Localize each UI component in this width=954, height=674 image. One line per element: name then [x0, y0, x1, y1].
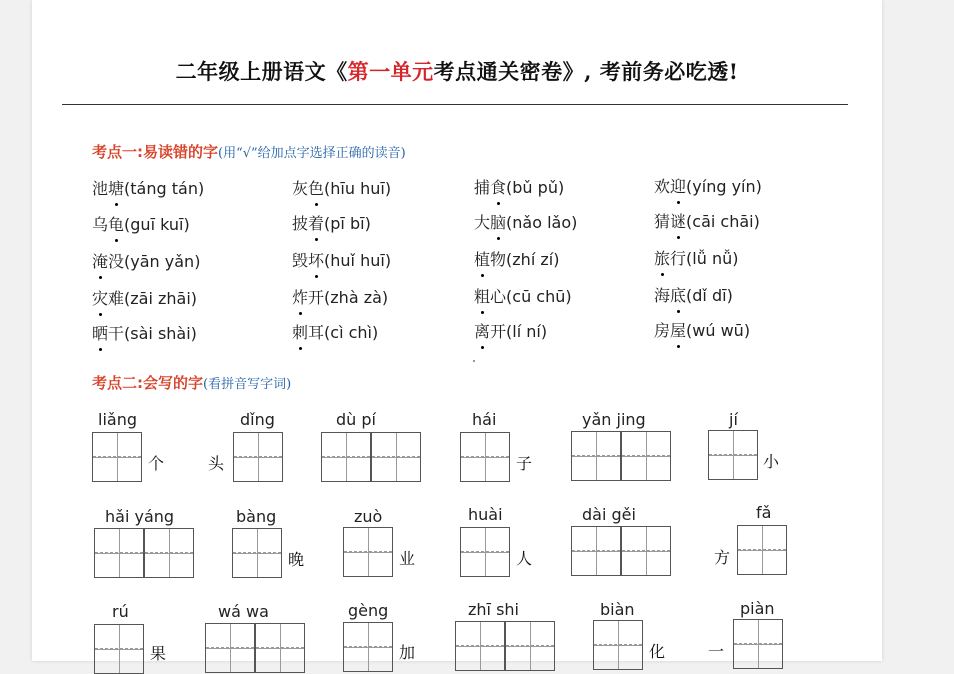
reading-item[interactable]: 房屋 (wú wū): [654, 318, 750, 341]
reading-item[interactable]: 乌龟 (guī kuī): [92, 212, 190, 235]
given-char: 业: [399, 549, 416, 568]
given-char: 化: [649, 642, 666, 661]
section1-hint: (用“√”给加点字选择正确的读音): [218, 146, 406, 161]
reading-item[interactable]: 刺 耳(cì chì): [292, 320, 378, 343]
section2-heading: 考点二:会写的字(看拼音写字词): [92, 374, 292, 392]
given-char: 加: [399, 643, 416, 662]
reading-item[interactable]: 池塘 (táng tán): [92, 176, 204, 199]
reading-item[interactable]: 捕食 (bǔ pǔ): [474, 175, 564, 198]
given-char: 子: [516, 454, 533, 473]
writing-box[interactable]: [593, 620, 643, 670]
pinyin-label: zuò: [354, 507, 383, 526]
writing-box[interactable]: [321, 432, 371, 482]
reading-item[interactable]: 淹 没(yān yǎn): [92, 249, 200, 272]
reading-item[interactable]: 毁坏 (huǐ huī): [292, 248, 391, 271]
section2-hint: (看拼音写字词): [203, 377, 292, 392]
pinyin-label: yǎn jing: [582, 410, 646, 429]
reading-item[interactable]: 欢迎 (yíng yín): [654, 174, 762, 197]
given-char: 方: [714, 548, 731, 567]
pinyin-label: bàng: [236, 507, 277, 526]
pinyin-label: dǐng: [240, 410, 275, 429]
writing-box[interactable]: [343, 527, 393, 577]
pinyin-label: liǎng: [98, 410, 137, 429]
writing-box[interactable]: [708, 430, 758, 480]
reading-item[interactable]: 旅 行(lǚ nǚ): [654, 246, 738, 269]
pinyin-label: hǎi yáng: [105, 507, 175, 526]
writing-box[interactable]: [144, 528, 194, 578]
pinyin-label: dài gěi: [582, 505, 636, 524]
given-char: 一: [708, 642, 725, 661]
pinyin-label: gèng: [348, 601, 389, 620]
section1-heading: 考点一:易读错的字(用“√”给加点字选择正确的读音): [92, 143, 406, 161]
pinyin-label: rú: [112, 602, 129, 621]
pinyin-label: fǎ: [756, 503, 772, 522]
writing-box[interactable]: [92, 432, 142, 482]
title-divider: [62, 104, 848, 105]
writing-box[interactable]: [505, 621, 555, 671]
reading-item[interactable]: 植 物(zhí zí): [474, 247, 559, 270]
writing-box[interactable]: [371, 432, 421, 482]
reading-item[interactable]: 粗 心(cū chū): [474, 284, 572, 307]
pinyin-label: jí: [729, 410, 738, 429]
writing-box[interactable]: [460, 432, 510, 482]
worksheet-page: [32, 0, 882, 661]
reading-item[interactable]: 大脑 (nǎo lǎo): [474, 210, 577, 233]
reading-item[interactable]: 灾 难(zāi zhāi): [92, 286, 197, 309]
writing-box[interactable]: [455, 621, 505, 671]
given-char: 人: [516, 549, 533, 568]
writing-box[interactable]: [571, 431, 621, 481]
title-highlight: 第一单元: [347, 59, 434, 84]
writing-box[interactable]: [571, 526, 621, 576]
writing-box[interactable]: [733, 619, 783, 669]
writing-box[interactable]: [621, 431, 671, 481]
page-title: 二年级上册语文《第一单元考点通关密卷》, 考前务必吃透!: [175, 59, 739, 84]
reading-item[interactable]: 离 开(lí ní): [474, 319, 547, 342]
writing-box[interactable]: [232, 528, 282, 578]
given-char: 头: [208, 454, 225, 473]
reading-item[interactable]: 灰色 (hīu huī): [292, 176, 391, 199]
reading-item[interactable]: 晒 干(sài shài): [92, 321, 197, 344]
reading-item[interactable]: 猜谜 (cāi chāi): [654, 209, 760, 232]
reading-item[interactable]: 炸 开(zhà zà): [292, 285, 388, 308]
reading-item[interactable]: 海底 (dǐ dī): [654, 283, 733, 306]
writing-box[interactable]: [255, 623, 305, 673]
given-char: 果: [150, 644, 167, 663]
given-char: 晚: [288, 550, 305, 569]
given-char: 小: [763, 452, 780, 471]
writing-box[interactable]: [233, 432, 283, 482]
pinyin-label: zhī shi: [468, 600, 519, 619]
writing-box[interactable]: [94, 528, 144, 578]
pinyin-label: biàn: [600, 600, 635, 619]
writing-box[interactable]: [621, 526, 671, 576]
reading-item[interactable]: 披着 (pī bī): [292, 211, 371, 234]
pinyin-label: dù pí: [336, 410, 376, 429]
writing-box[interactable]: [205, 623, 255, 673]
pinyin-label: piàn: [740, 599, 775, 618]
writing-box[interactable]: [343, 622, 393, 672]
writing-box[interactable]: [94, 624, 144, 674]
given-char: 个: [148, 454, 165, 473]
print-speck: [473, 360, 475, 362]
pinyin-label: wá wa: [218, 602, 269, 621]
writing-box[interactable]: [460, 527, 510, 577]
writing-box[interactable]: [737, 525, 787, 575]
pinyin-label: huài: [468, 505, 503, 524]
pinyin-label: hái: [472, 410, 497, 429]
